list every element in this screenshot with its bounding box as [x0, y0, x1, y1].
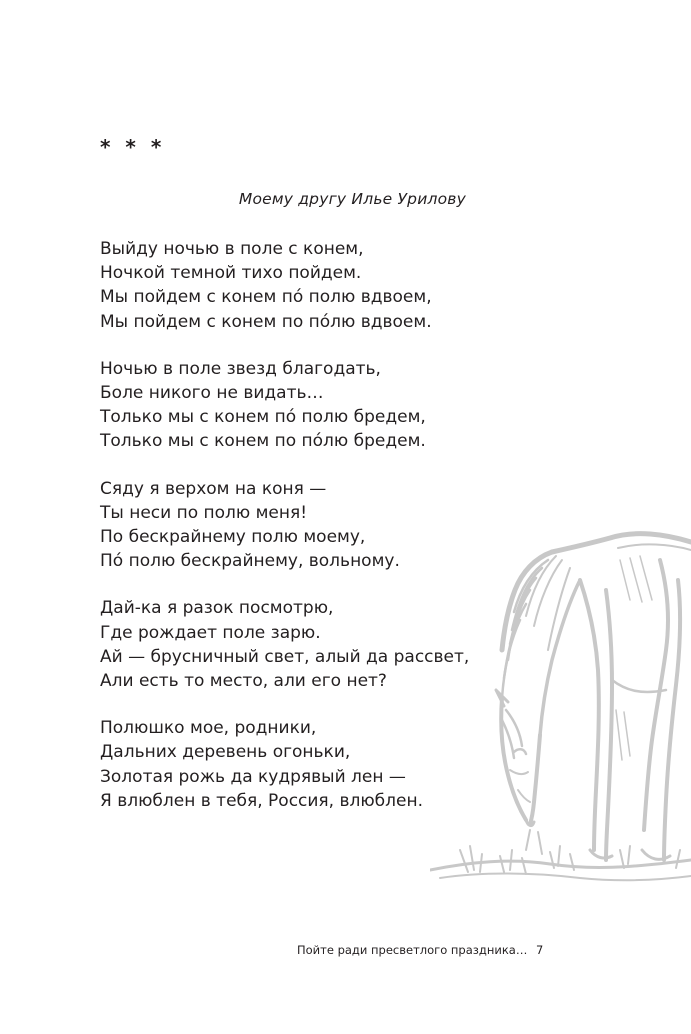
poem-line: Мы пойдем с конем по пóлю вдвоем.	[100, 311, 432, 332]
poem-line: Сяду я верхом на коня —	[100, 478, 327, 499]
poem-line: Где рождает поле зарю.	[100, 622, 321, 643]
poem-line: Боле никого не видать…	[100, 383, 324, 404]
grazing-horse-sketch-icon	[430, 520, 691, 900]
poem-line: Только мы с конем по пóлю бредем.	[100, 431, 426, 452]
poem-line: Пó полю бескрайнему, вольному.	[100, 551, 400, 572]
section-asterisks: * * *	[100, 135, 166, 159]
poem-line: Ночью в поле звезд благодать,	[100, 358, 381, 379]
poem-line: Ты неси по полю меня!	[100, 502, 308, 523]
poem-line: Ночкой темной тихо пойдем.	[100, 263, 362, 284]
poem-line: Ай — брусничный свет, алый да рассвет,	[100, 646, 470, 667]
poem-line: Полюшко мое, родники,	[100, 718, 317, 739]
poem-line: Али есть то место, али его нет?	[100, 671, 387, 692]
poem-line: По бескрайнему полю моему,	[100, 527, 366, 548]
poem-line: Золотая рожь да кудрявый лен —	[100, 766, 406, 787]
poem-line: Мы пойдем с конем пó полю вдвоем,	[100, 287, 432, 308]
stanza	[100, 357, 580, 454]
stanza	[100, 237, 580, 334]
poem-line: Дай-ка я разок посмотрю,	[100, 598, 334, 619]
poem-line: Только мы с конем пó полю бредем,	[100, 407, 426, 428]
poem-line: Выйду ночью в поле с конем,	[100, 239, 364, 259]
running-title: Пойте ради пресветлого праздника…	[297, 943, 528, 957]
poem-dedication: Моему другу Илье Урилову	[238, 190, 466, 208]
poem-line: Я влюблен в тебя, Россия, влюблен.	[100, 790, 423, 811]
page-number: 7	[536, 943, 544, 957]
poem-line: Дальних деревень огоньки,	[100, 742, 351, 763]
